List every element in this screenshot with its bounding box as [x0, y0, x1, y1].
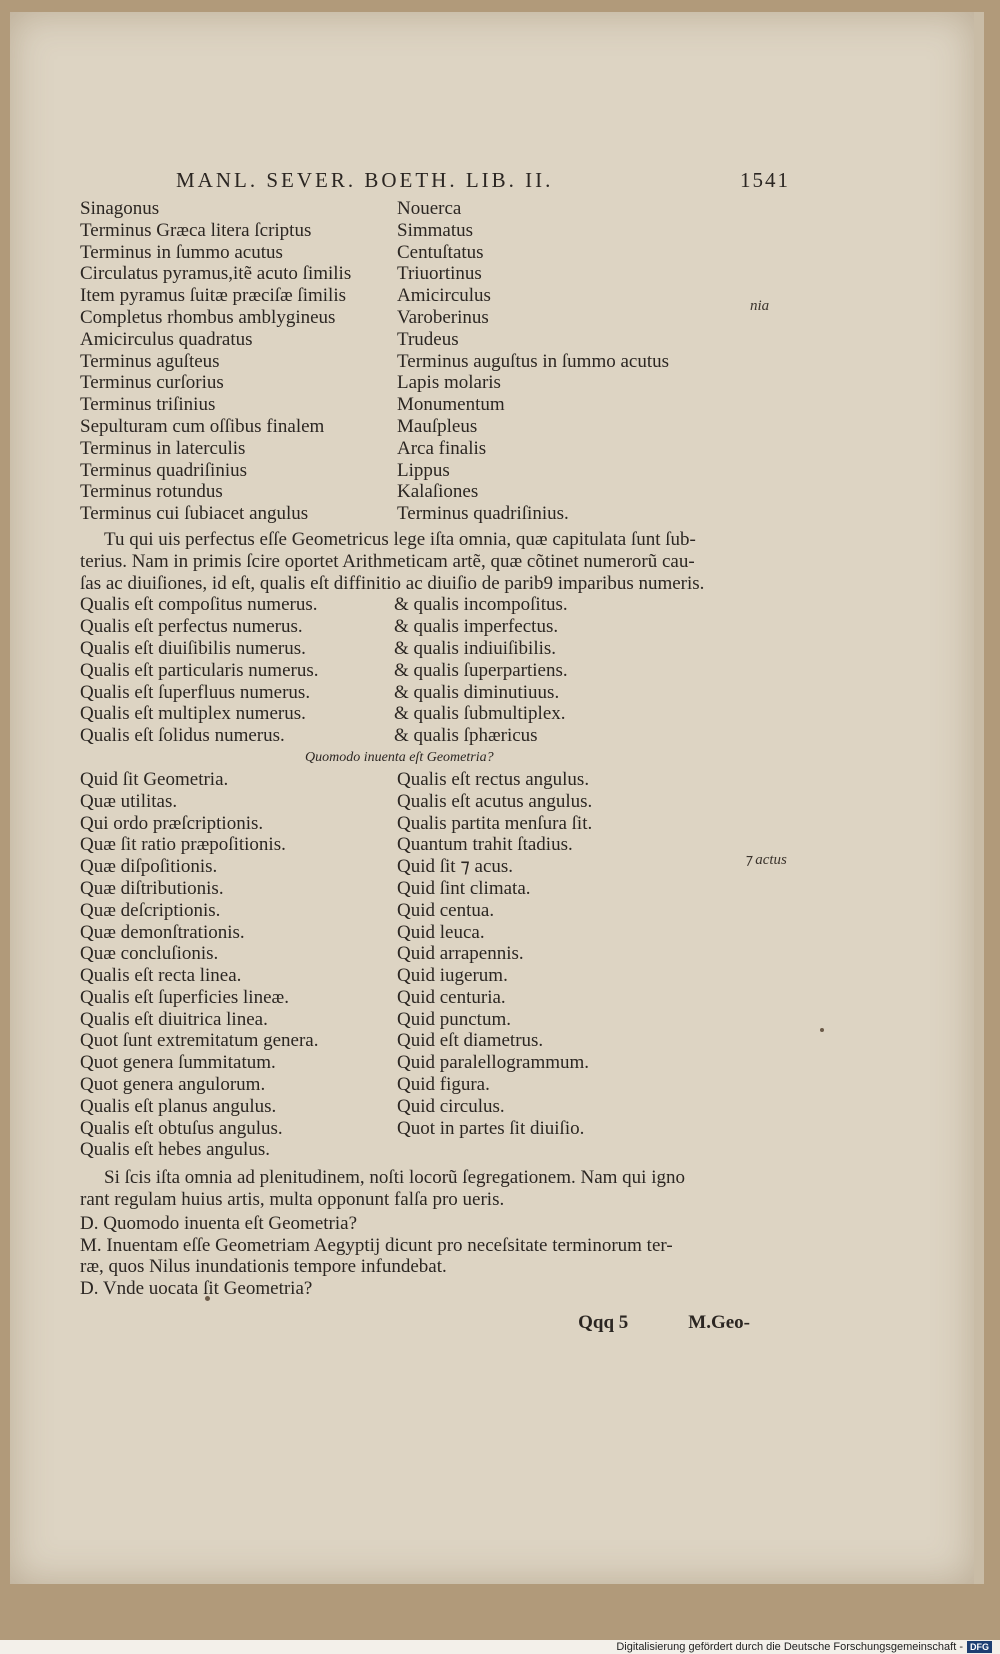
left-entry: Terminus in ſummo acutus	[80, 241, 283, 263]
text-line	[80, 1256, 800, 1278]
left-entry: Quot ſunt extremitatum genera.	[80, 1030, 319, 1052]
list-row	[80, 594, 800, 616]
right-entry: & qualis ſuperpartiens.	[394, 659, 568, 681]
left-entry: Terminus Græca litera ſcriptus	[80, 219, 312, 241]
left-entry: Quæ demonſtrationis.	[80, 921, 245, 943]
right-entry: Quid paralellogrammum.	[397, 1052, 590, 1074]
line-text: D. Quomodo inuenta eſt Geometria?	[80, 1212, 358, 1234]
folio-number: 1541	[740, 168, 790, 192]
digitization-credit	[616, 1640, 992, 1654]
list-row	[80, 900, 800, 922]
text-line	[80, 1278, 800, 1300]
right-entry: Nouerca	[397, 198, 462, 219]
right-entry: Quid centua.	[397, 899, 495, 921]
left-entry: Qualis eſt ſuperficies lineæ.	[80, 986, 289, 1008]
left-entry: Quot genera angulorum.	[80, 1074, 266, 1096]
list-row	[80, 351, 800, 373]
right-entry: Qualis partita menſura ſit.	[397, 812, 593, 834]
list-row	[80, 220, 800, 242]
page-footer	[80, 1312, 800, 1334]
left-entry: Quæ diſtributionis.	[80, 877, 224, 899]
right-entry: Quid punctum.	[397, 1008, 511, 1030]
right-entry: Kalaſiones	[397, 481, 479, 503]
list-row	[80, 460, 800, 482]
right-entry: & qualis incompoſitus.	[394, 594, 568, 616]
catchword: M.Geo-	[688, 1312, 750, 1334]
left-entry: Quæ utilitas.	[80, 790, 178, 812]
left-entry: Quid ſit Geometria.	[80, 768, 229, 790]
left-entry: Qualis eſt recta linea.	[80, 965, 242, 987]
text-line	[80, 573, 800, 595]
list-row	[80, 1096, 800, 1118]
left-entry: Qualis eſt hebes angulus.	[80, 1139, 270, 1161]
geometry-list	[80, 769, 800, 1161]
line-text: Tu qui uis perfectus eſſe Geometricus lege iſta omnia, quæ capitulata ſunt ſub-	[104, 528, 696, 550]
text-line	[80, 529, 800, 551]
list-row	[80, 307, 800, 329]
right-entry: Lippus	[397, 459, 450, 481]
right-entry: Triuortinus	[397, 263, 482, 285]
right-entry: Terminus quadriſinius.	[397, 503, 569, 525]
line-text: M. Inuentam eſſe Geometriam Aegyptij dicunt pro neceſsitate terminorum ter-	[80, 1234, 673, 1256]
right-entry: Quid circulus.	[397, 1095, 505, 1117]
subheading: Quomodo inuenta eſt Geometria?	[305, 749, 494, 765]
right-entry: Amicirculus	[397, 285, 491, 307]
list-row	[80, 878, 800, 900]
list-row	[80, 965, 800, 987]
list-row	[80, 1009, 800, 1031]
left-entry: Qualis eſt obtuſus angulus.	[80, 1117, 283, 1139]
page-text	[80, 168, 800, 1334]
right-entry: & qualis indiuiſibilis.	[394, 637, 557, 659]
left-entry: Qualis eſt compoſitus numerus.	[80, 594, 318, 616]
paper-spot	[820, 1028, 824, 1032]
list-row	[80, 813, 800, 835]
list-row	[80, 285, 800, 307]
list-row	[80, 1052, 800, 1074]
list-row	[80, 242, 800, 264]
right-entry: Monumentum	[397, 394, 505, 416]
list-row	[80, 987, 800, 1009]
list-row	[80, 682, 800, 704]
left-entry: Qualis eſt multiplex numerus.	[80, 703, 306, 725]
list-row	[80, 703, 800, 725]
left-entry: Quæ diſpoſitionis.	[80, 856, 218, 878]
right-entry: Mauſpleus	[397, 415, 478, 437]
list-row	[80, 660, 800, 682]
left-entry: Sepulturam cum oſſibus finalem	[80, 415, 325, 437]
left-entry: Qualis eſt ſuperfluus numerus.	[80, 681, 311, 703]
right-entry: Quid figura.	[397, 1074, 490, 1096]
right-entry: Quot in partes ſit diuiſio.	[397, 1117, 585, 1139]
left-entry: Qualis eſt ſolidus numerus.	[80, 725, 285, 747]
list-row	[80, 438, 800, 460]
list-row	[80, 481, 800, 503]
list-row	[80, 503, 800, 525]
right-entry: Quid eſt diametrus.	[397, 1030, 544, 1052]
list-row	[80, 791, 800, 813]
line-text: D. Vnde uocata ſit Geometria?	[80, 1278, 313, 1300]
right-entry: & qualis imperfectus.	[394, 616, 559, 638]
left-entry: Qualis eſt diuitrica linea.	[80, 1008, 268, 1030]
list-row	[80, 198, 800, 220]
text-line	[80, 1213, 800, 1235]
right-entry: Arca finalis	[397, 437, 487, 459]
list-row	[80, 394, 800, 416]
line-text: Si ſcis iſta omnia ad plenitudinem, noſti locorũ ſegregationem. Nam qui igno	[104, 1167, 685, 1189]
line-text: ſas ac diuiſiones, id eſt, qualis eſt diffinitio ac diuiſio de parib9 imparibus numeris.	[80, 572, 705, 594]
right-entry: Varoberinus	[397, 306, 489, 328]
left-entry: Terminus triſinius	[80, 394, 216, 416]
left-entry: Terminus rotundus	[80, 481, 223, 503]
right-entry: Quid iugerum.	[397, 965, 508, 987]
right-entry: Quid centuria.	[397, 986, 506, 1008]
list-row	[80, 416, 800, 438]
margin-note-1: nia	[750, 298, 770, 314]
list-row	[80, 725, 800, 747]
list-row	[80, 638, 800, 660]
right-entry: & qualis diminutiuus.	[394, 681, 560, 703]
right-entry: & qualis ſphæricus	[394, 725, 538, 747]
left-entry: Sinagonus	[80, 198, 160, 219]
list-row	[80, 856, 800, 878]
list-row	[80, 1118, 800, 1140]
list-row	[80, 943, 800, 965]
list-row	[80, 263, 800, 285]
text-line	[80, 551, 800, 573]
right-entry: & qualis ſubmultiplex.	[394, 703, 566, 725]
left-entry: Qualis eſt planus angulus.	[80, 1095, 277, 1117]
paragraph-summary	[80, 1167, 800, 1211]
list-row	[80, 1139, 800, 1161]
left-entry: Terminus cui ſubiacet angulus	[80, 503, 309, 525]
left-entry: Qualis eſt particularis numerus.	[80, 659, 319, 681]
left-entry: Circulatus pyramus,itẽ acuto ſimilis	[80, 263, 352, 285]
running-title: MANL. SEVER. BOETH. LIB. II.	[176, 168, 554, 192]
line-text: ræ, quos Nilus inundationis tempore infundebat.	[80, 1256, 447, 1278]
left-entry: Terminus quadriſinius	[80, 459, 248, 481]
line-text: rant regulam huius artis, multa opponunt falſa pro ueris.	[80, 1189, 505, 1211]
right-entry: Simmatus	[397, 219, 474, 241]
right-entry: Trudeus	[397, 328, 459, 350]
right-entry: Quid ſit ⁊ acus.	[397, 856, 514, 878]
left-entry: Qualis eſt diuiſibilis numerus.	[80, 637, 306, 659]
left-entry: Quot genera ſummitatum.	[80, 1052, 276, 1074]
left-entry: Quæ concluſionis.	[80, 943, 219, 965]
right-entry: Lapis molaris	[397, 372, 501, 394]
dfg-logo: DFG	[967, 1641, 992, 1653]
left-entry: Quæ ſit ratio præpoſitionis.	[80, 834, 286, 856]
left-entry: Terminus in laterculis	[80, 437, 246, 459]
numbers-list	[80, 594, 800, 747]
left-entry: Terminus curſorius	[80, 372, 224, 394]
paragraph-arithmetic	[80, 529, 800, 594]
right-entry: Qualis eſt acutus angulus.	[397, 790, 593, 812]
text-line	[80, 1189, 800, 1211]
list-row	[80, 616, 800, 638]
credit-text: Digitalisierung gefördert durch die Deutsche Forschungsgemeinschaft -	[616, 1641, 963, 1653]
right-entry: Terminus auguſtus in ſummo acutus	[397, 350, 670, 372]
signature-mark: Qqq 5	[578, 1312, 629, 1334]
left-entry: Completus rhombus amblygineus	[80, 306, 336, 328]
right-entry: Quid arrapennis.	[397, 943, 524, 965]
terms-list	[80, 198, 800, 525]
line-text: terius. Nam in primis ſcire oportet Arithmeticam artẽ, quæ cõtinet numerorũ cau-	[80, 550, 695, 572]
list-row	[80, 1074, 800, 1096]
running-header	[80, 168, 800, 198]
right-entry: Quid leuca.	[397, 921, 485, 943]
right-entry: Quantum trahit ſtadius.	[397, 834, 573, 856]
text-line	[80, 1235, 800, 1257]
left-entry: Qui ordo præſcriptionis.	[80, 812, 264, 834]
right-entry: Qualis eſt rectus angulus.	[397, 768, 590, 790]
dialogue	[80, 1213, 800, 1300]
list-row	[80, 1030, 800, 1052]
list-row	[80, 834, 800, 856]
left-entry: Amicirculus quadratus	[80, 328, 253, 350]
margin-note-2: ⁊ actus	[744, 852, 787, 868]
list-row	[80, 769, 800, 791]
right-entry: Quid ſint climata.	[397, 877, 531, 899]
list-row	[80, 372, 800, 394]
left-entry: Item pyramus ſuitæ præciſæ ſimilis	[80, 285, 346, 307]
right-entry: Centuſtatus	[397, 241, 484, 263]
list-row	[80, 922, 800, 944]
left-entry: Qualis eſt perfectus numerus.	[80, 616, 303, 638]
list-row	[80, 329, 800, 351]
left-entry: Terminus aguſteus	[80, 350, 220, 372]
text-line	[80, 1167, 800, 1189]
left-entry: Quæ deſcriptionis.	[80, 899, 221, 921]
